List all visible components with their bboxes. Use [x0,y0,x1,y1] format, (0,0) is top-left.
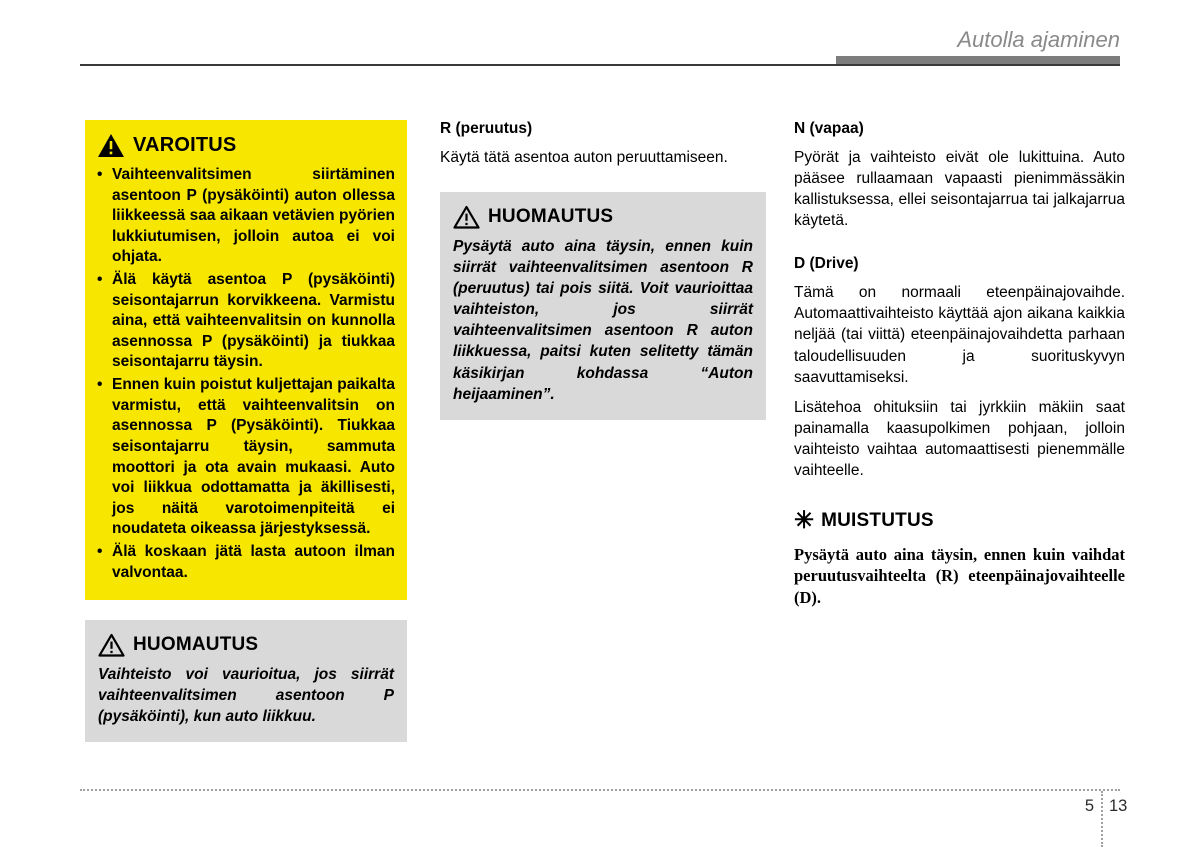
warning-bullet [97,270,395,373]
warning-bullet-text: Vaihteenvalitsimen siirtäminen asentoon P (pysäköinti) auton ollessa liikkeessä saa aikaan vetävien pyörien lukkiutumisen, jolloin autoa ei voi ohjata. [112,166,395,266]
bullet-marker: • [97,166,103,183]
caution-triangle-outline-icon [98,633,125,657]
warning-box-header [97,133,395,158]
warning-triangle-filled-icon [97,133,125,158]
warning-box-title: VAROITUS [133,134,237,156]
page-number-divider [1101,791,1103,847]
d-gear-heading: D (Drive) [794,255,859,273]
d-gear-text-2: Lisätehoa ohituksiin tai jyrkkiin mäkiin saat painamalla kaasupolkimen pohjaan, jolloin vaihteisto vaihtaa automaattisesti pienemmälle vaihteelle. [794,398,1125,479]
warning-bullet-text: Älä koskaan jätä lasta autoon ilman valvontaa. [112,542,395,581]
warning-bullet-text: Älä käytä asentoa P (pysäköinti) seisontajarrun korvikkeena. Varmistu aina, että vaihteenvalitsin on kunnolla asennossa P (pysäköinti) ja tiukkaa seisontajarru täysin. [112,271,395,371]
caution-box-left-header [98,633,394,657]
footer-dotted-rule [80,789,1120,791]
warning-bullet [97,542,395,583]
n-gear-text: Pyörät ja vaihteisto eivät ole lukittuina. Auto pääsee rullaamaan vapaasti pienimmässäkin kallistuksessa, ellei seisontajarrua tai jalkajarrua käytetä. [794,149,1125,230]
asterisk-icon: ✳ [794,507,815,535]
caution-triangle-outline-icon [453,205,480,229]
caution-box-middle-text: Pysäytä auto aina täysin, ennen kuin siirrät vaihteenvalitsimen asentoon R (peruutus) tai pois siitä. Voit vaurioittaa vaihteiston, jos siirrät vaihteenvalitsimen asentoon R auton liikkuessa, paitsi kuten selitetty tämän käsikirjan kohdassa “Auton heijaaminen”. [453,238,753,403]
page-header-title: Autolla ajaminen [957,27,1120,52]
page-number: 13 [1109,797,1128,815]
caution-box-middle-title: HUOMAUTUS [488,206,614,228]
header-rule [80,64,1120,66]
caution-box-middle [440,192,766,420]
middle-column [440,120,766,420]
bullet-marker: • [97,376,103,394]
notice-text: Pysäytä auto aina täysin, ennen kuin vaihdat peruutusvaihteelta (R) eteenpäinajovaihteelle (D). [794,545,1125,607]
notice-title: MUISTUTUS [821,510,934,532]
caution-box-left-text: Vaihteisto voi vaurioitua, jos siirrät vaihteenvalitsimen asentoon P (pysäköinti), kun auto liikkuu. [98,666,394,726]
r-gear-text: Käytä tätä asentoa auton peruuttamiseen. [440,149,728,166]
r-gear-heading: R (peruutus) [440,120,533,137]
caution-box-left-title: HUOMAUTUS [133,634,259,656]
warning-bullet [97,375,395,540]
d-gear-text-1: Tämä on normaali eteenpäinajovaihde. Automaattivaihteisto käyttää ajon aikana kaikkia neljää (tai viittä) eteenpäinajovaihdetta parhaan taloudellisuuden ja suorituskyvyn saavuttamiseksi. [794,284,1125,386]
warning-bullet-text: Ennen kuin poistut kuljettajan paikalta varmistu, että vaihteenvalitsin on asennossa P (Pysäköinti). Tiukkaa seisontajarru täysin, sammuta moottori ja ota avain mukaasi. Auto voi liikkua odottamatta ja äkillisesti, jos näitä varotoimenpiteitä ei noudateta oikeassa järjestyksessä. [112,376,395,538]
right-column [794,120,1125,608]
left-column [85,120,407,742]
page-section-number: 5 [1084,797,1094,815]
caution-box-middle-header [453,205,753,229]
warning-bullet [97,165,395,268]
header-accent-bar [836,56,1120,64]
n-gear-heading: N (vapaa) [794,120,864,137]
bullet-marker: • [97,271,103,289]
caution-box-left [85,620,407,742]
notice-header [794,509,1125,533]
bullet-marker: • [97,542,103,560]
warning-box [85,120,407,600]
